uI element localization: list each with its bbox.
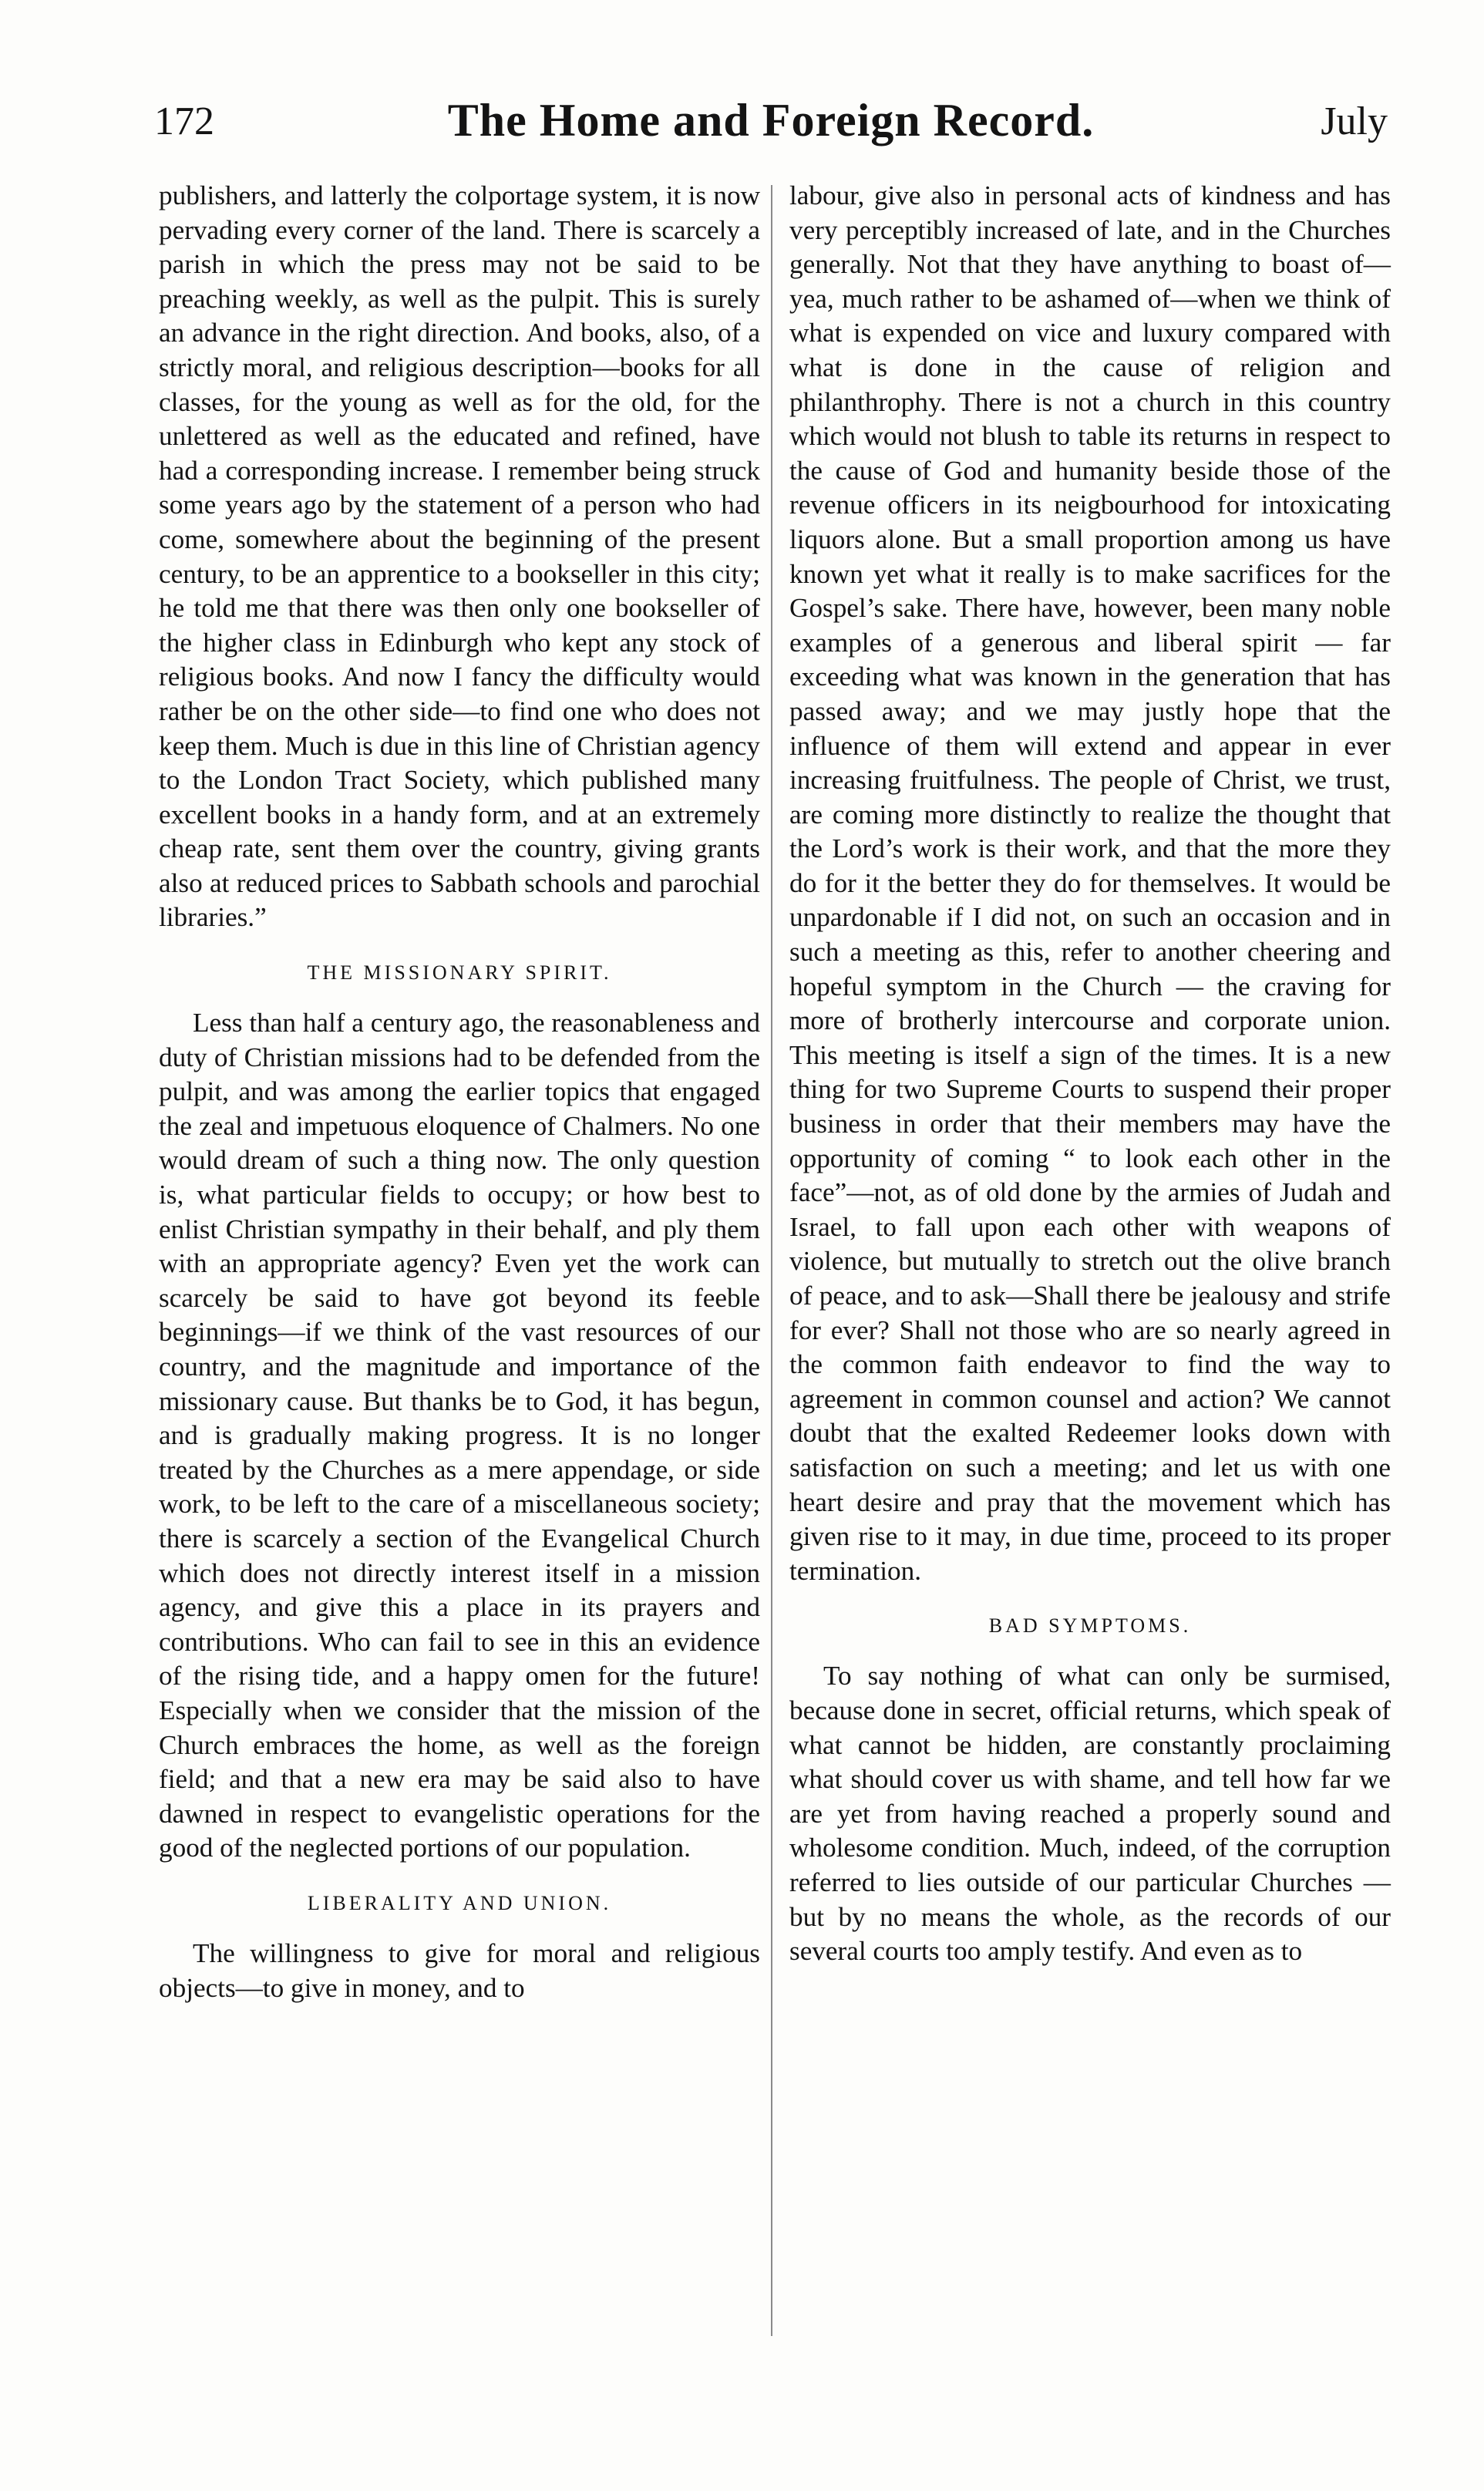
heading-bad-symptoms: BAD SYMPTOMS. bbox=[988, 1614, 1192, 1638]
left-column bbox=[159, 179, 760, 2005]
running-title: The Home and Foreign Record. bbox=[447, 95, 1095, 146]
paragraph-publishers: publishers, and latterly the colportage system, it is now pervading every corner of the land. There is scarcely a parish in which the press may not be said to be preaching weekly, as well as the pulpit. This is surely an advance in the right direction. And books, also, of a strictly moral, and religious description—books for all classes, for the young as well as for the old, for the unlettered as well as the educated and refined, have had a corresponding increase. I remember being struck some years ago by the statement of a person who had come, somewhere about the beginning of the present century, to be an apprentice to a bookseller in this city; he told me that there was then only one bookseller of the higher class in Edinburgh who kept any stock of religious books. And now I fancy the difficulty would rather be on the other side—to find one who does not keep them. Much is due in this line of Christian agency to the London Tract Society, which published many excellent books in a handy form, and at an extremely cheap rate, sent them over the country, giving grants also at reduced prices to Sabbath schools and parochial libraries.” bbox=[159, 180, 760, 933]
page-header bbox=[154, 91, 1388, 160]
paragraph-bad-symptoms: To say nothing of what can only be surmised, because done in secret, official returns, which speak of what cannot be hidden, are constantly proclaiming what should cover us with shame, and tell how far we are yet from having reached a properly sound and wholesome condition. Much, indeed, of the corruption referred to lies outside of our particular Churches — but by no means the whole, as the records of our several courts too amply testify. And even as to bbox=[789, 1661, 1391, 1967]
column-divider bbox=[771, 185, 772, 2336]
heading-missionary-spirit: THE MISSIONARY SPIRIT. bbox=[307, 961, 612, 985]
heading-liberality-and-union: LIBERALITY AND UNION. bbox=[307, 1891, 612, 1914]
paragraph-liberality-continued: labour, give also in personal acts of kindness and has very perceptibly increased of late, and in the Churches generally. Not that they have anything to boast of—yea, much rather to be ashamed of—when we think of what is expended on vice and luxury compared with what is done in the cause of religion and philanthrophy. There is not a church in this country which would not blush to table its returns in respect to the cause of God and humanity beside those of the revenue officers in its neigbourhood for intoxicating liquors alone. But a small proportion among us have known yet what it really is to make sacrifices for the Gospel’s sake. There have, however, been many noble examples of a generous and liberal spirit — far exceeding what was known in the generation that has passed away; and we may justly hope that the influence of them will extend and appear in ever increasing fruitfulness. The people of Christ, we trust, are coming more distinctly to realize the thought that the Lord’s work is their work, and that the more they do for it the better they do for themselves. It would be unpardonable if I did not, on such an occasion and in such a meeting as this, refer to another cheering and hopeful symptom in the Church — the craving for more of brotherly intercourse and corporate union. This meeting is itself a sign of the times. It is a new thing for two Supreme Courts to suspend their proper business in order that their members may have the opportunity of coming “ to look each other in the face”—not, as of old done by the armies of Judah and Israel, to fall upon each other with weapons of violence, but mutually to stretch out the olive branch of peace, and to ask—Shall there be jealousy and strife for ever? Shall not those who are so nearly agreed in the common faith endeavor to find the way to agreement in common counsel and action? We cannot doubt that the exalted Redeemer looks down with satisfaction on such a meeting; and let us with one heart desire and pray that the movement which has given rise to it may, in due time, proceed to its proper termination. bbox=[789, 180, 1391, 1586]
right-column bbox=[789, 179, 1391, 1969]
paragraph-missionary-spirit: Less than half a century ago, the reasonableness and duty of Christian missions had to be defended from the pulpit, and was among the earlier topics that engaged the zeal and impetuous eloquence of Chalmers. No one would dream of such a thing now. The only question is, what particular fields to occupy; or how best to enlist Christian sympathy in their behalf, and ply them with an appropriate agency? Even yet the work can scarcely be said to have got beyond its feeble beginnings—if we think of the vast resources of our country, and the magnitude and importance of the missionary cause. But thanks be to God, it has begun, and is gradually making progress. It is no longer treated by the Churches as a mere appendage, or side work, to be left to the care of a miscellaneous society; there is scarcely a section of the Evangelical Church which does not directly interest itself in a mission agency, and give this a place in its prayers and contributions. Who can fail to see in this an evidence of the rising tide, and a happy omen for the future! Especially when we consider that the mission of the Church embraces the home, as well as the foreign field; and that a new era may be said also to have dawned in respect to evangelistic operations for the good of the neglected portions of our population. bbox=[159, 1008, 760, 1863]
paragraph-liberality-start: The willingness to give for moral and religious objects—to give in money, and to bbox=[159, 1937, 760, 2003]
issue-month: July bbox=[1321, 99, 1388, 143]
page-number: 172 bbox=[154, 99, 214, 143]
